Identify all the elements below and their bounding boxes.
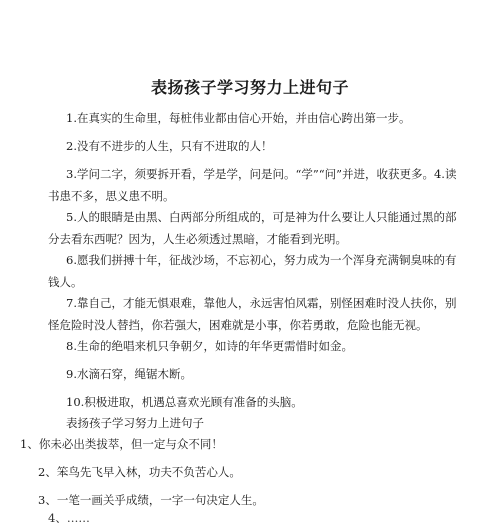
section-title: 表扬孩子学习努力上进句子 — [66, 416, 204, 430]
paragraph-8: 9.水滴石穿，绳锯木断。 — [66, 367, 192, 381]
list-item: 2、笨鸟先飞早入林，功夫不负苦心人。 — [38, 465, 241, 479]
paragraph-7: 8.生命的绝唱来机只争朝夕，如诗的年华更需惜时如金。 — [66, 339, 353, 353]
list-item: 1、你未必出类拔萃，但一定与众不同！ — [20, 437, 223, 451]
paragraph-9: 10.积极进取，机遇总喜欢光顾有准备的头脑。 — [66, 395, 303, 409]
paragraph-2: 2.没有不进步的人生，只有不进取的人！ — [66, 139, 273, 153]
paragraph-1: 1.在真实的生命里，每桩伟业都由信心开始，并由信心跨出第一步。 — [66, 111, 411, 125]
paragraph-3: 3.学问二字，须要拆开看，学是学，问是问。“学”“问”并进，收获更多。4.读书患不多，思义患不明。 — [48, 167, 457, 203]
paragraph-6: 7.靠自己，才能无惧艰难，靠他人，永远害怕风霜，别怪困难时没人扶你，别怪危险时没人替挡，你若强大，困难就是小事，你若勇敢，危险也能无视。 — [48, 296, 457, 332]
paragraph-5: 6.愿我们拼搏十年，征战沙场，不忘初心，努力成为一个浑身充满铜臭味的有钱人。 — [48, 253, 457, 289]
cut-off-line: 4、…… — [48, 511, 90, 525]
document-title: 表扬孩子学习努力上进句子 — [150, 78, 349, 97]
list-item: 3、一笔一画关乎成绩，一字一句决定人生。 — [38, 493, 264, 507]
paragraph-4: 5.人的眼睛是由黑、白两部分所组成的，可是神为什么要让人只能通过黑的部分去看东西呢？因为，人生必须透过黑暗，才能看到光明。 — [48, 210, 457, 246]
